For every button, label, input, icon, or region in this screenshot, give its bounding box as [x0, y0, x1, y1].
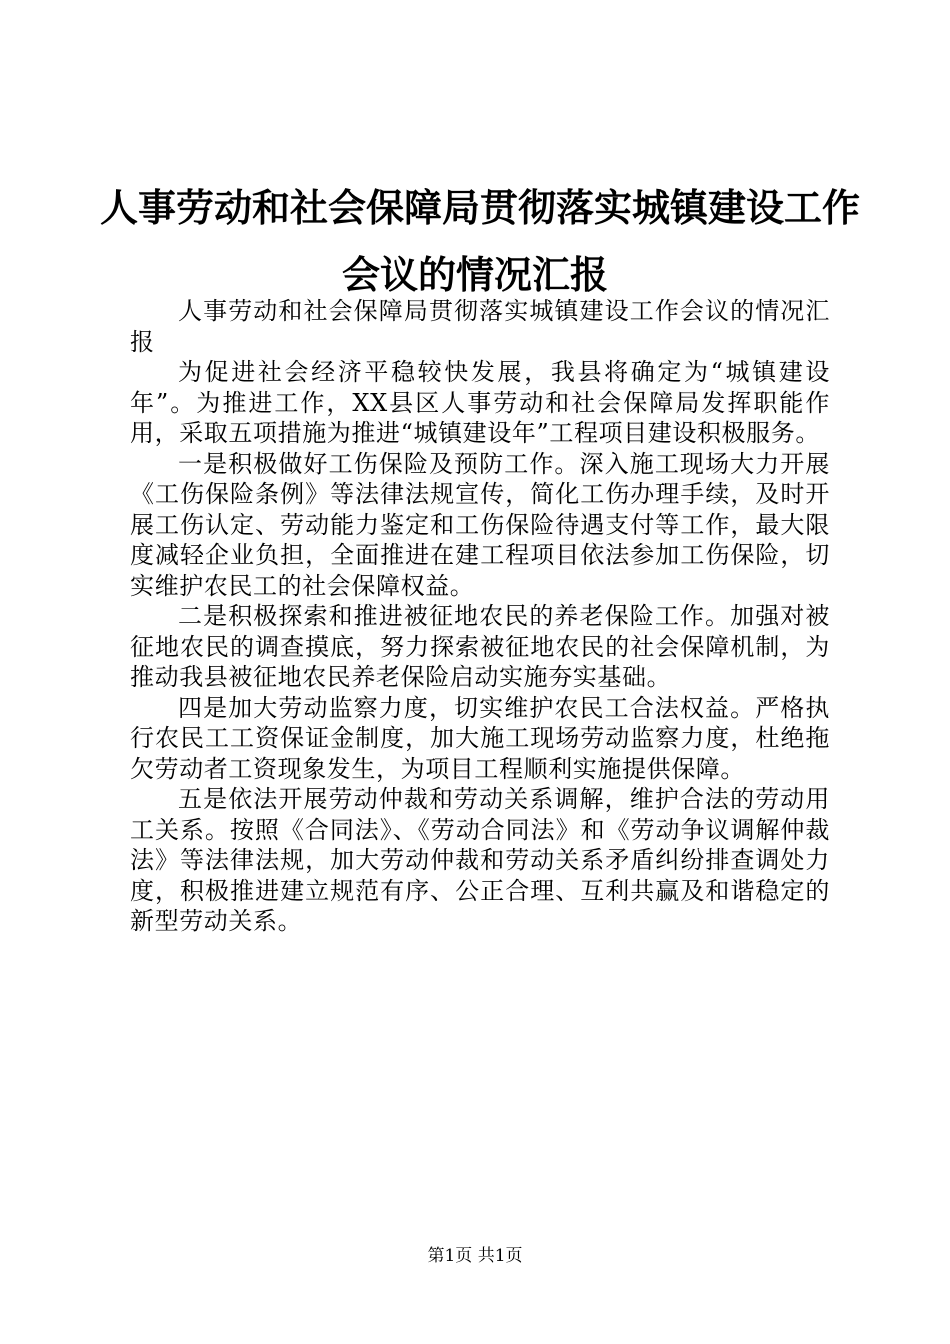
document-title-line-2: 会议的情况汇报 — [341, 252, 608, 297]
document-body — [130, 296, 830, 937]
paragraph-measure-four: 四是加大劳动监察力度，切实维护农民工合法权益。严格执行农民工工资保证金制度，加大施工现场劳动监察力度，杜绝拖欠劳动者工资现象发生，为项目工程顺利实施提供保障。 — [130, 693, 830, 783]
paragraph-measure-one: 一是积极做好工伤保险及预防工作。深入施工现场大力开展《工伤保险条例》等法律法规宣传，简化工伤办理手续，及时开展工伤认定、劳动能力鉴定和工伤保险待遇支付等工作，最大限度减轻企业负担，全面推进在建工程项目依法参加工伤保险，切实维护农民工的社会保障权益。 — [130, 449, 830, 600]
paragraph-intro: 为促进社会经济平稳较快发展，我县将确定为“城镇建设年”。为推进工作，XX县区人事劳动和社会保障局发挥职能作用，采取五项措施为推进“城镇建设年”工程项目建设积极服务。 — [130, 358, 830, 447]
paragraph-measure-two: 二是积极探索和推进被征地农民的养老保险工作。加强对被征地农民的调查摸底，努力探索被征地农民的社会保障机制，为推动我县被征地农民养老保险启动实施夯实基础。 — [130, 602, 830, 691]
paragraph-measure-five: 五是依法开展劳动仲裁和劳动关系调解，维护合法的劳动用工关系。按照《合同法》、《劳动合同法》和《劳动争议调解仲裁法》等法律法规，加大劳动仲裁和劳动关系矛盾纠纷排查调处力度，积极推进建立规范有序、公正合理、互利共赢及和谐稳定的新型劳动关系。 — [130, 785, 830, 935]
page-number-footer: 第1页 共1页 — [427, 1246, 523, 1266]
document-title-line-1: 人事劳动和社会保障局贯彻落实城镇建设工作 — [100, 185, 861, 230]
paragraph-heading-repeat: 人事劳动和社会保障局贯彻落实城镇建设工作会议的情况汇报 — [130, 297, 830, 356]
